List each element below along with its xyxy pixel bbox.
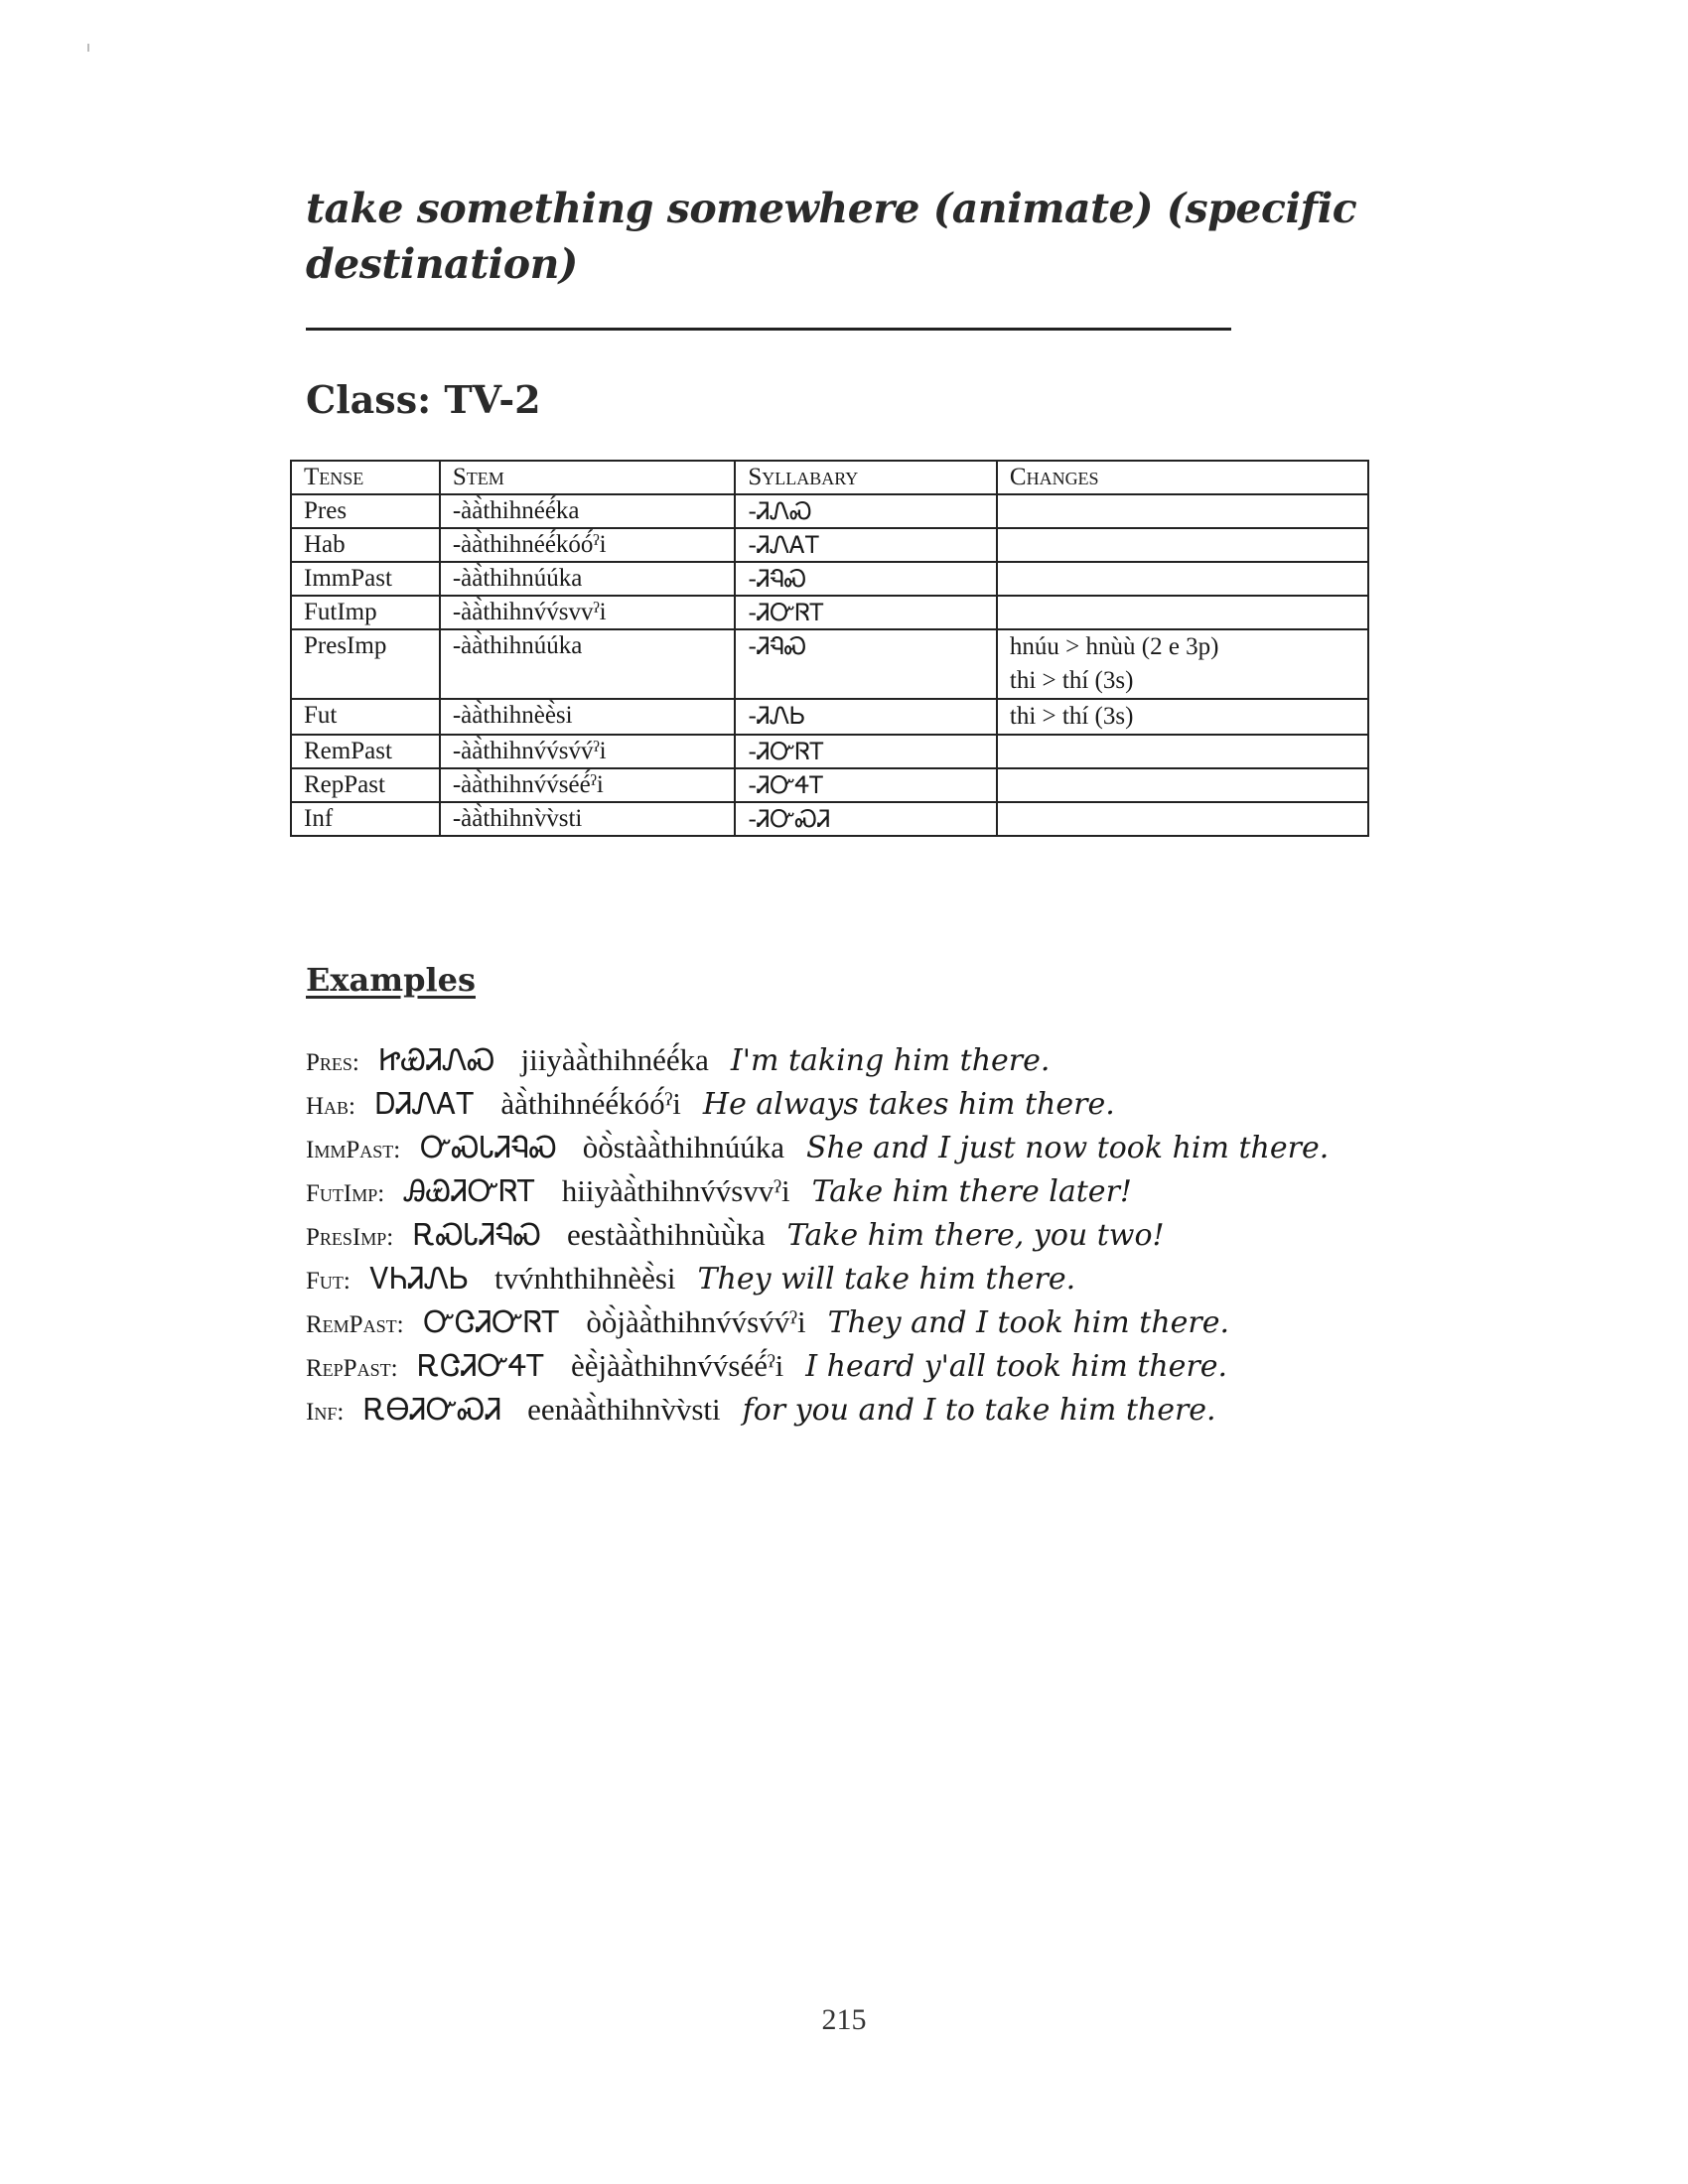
example-row xyxy=(306,1261,1497,1304)
stem-cell: -àà̀thihnv́v́sv́v́ˀi xyxy=(440,735,736,768)
changes-cell xyxy=(997,802,1368,836)
tense-cell: Inf xyxy=(291,802,440,836)
tense-cell: Fut xyxy=(291,699,440,735)
example-word: tvv́nhthihnèè̀si xyxy=(494,1261,676,1296)
example-translation: I'm taking him there. xyxy=(730,1043,1051,1078)
syllabary-cell: -ᏘᏅᏍᏘ xyxy=(735,802,997,836)
example-row xyxy=(306,1130,1497,1173)
example-tense-label: Inf: xyxy=(306,1399,345,1426)
example-syllabary: ᎯᏯᏘᏅᏒᎢ xyxy=(404,1174,536,1209)
example-translation: Take him there later! xyxy=(811,1174,1132,1209)
change-note: thi > thí (3s) xyxy=(1009,667,1134,694)
tense-cell: ImmPast xyxy=(291,562,440,596)
example-syllabary: ᎡᎾᏘᏅᏍᏘ xyxy=(363,1393,502,1428)
changes-cell xyxy=(997,629,1368,699)
example-syllabary: ᏅᏣᏘᏅᏒᎢ xyxy=(423,1305,561,1340)
example-tense-label: RepPast: xyxy=(306,1355,398,1382)
tense-cell: Pres xyxy=(291,494,440,528)
changes-cell xyxy=(997,699,1368,735)
changes-cell xyxy=(997,528,1368,562)
stem-cell: -àà̀thihnúúka xyxy=(440,629,736,699)
examples-list xyxy=(306,1042,1497,1435)
changes-cell xyxy=(997,494,1368,528)
syllabary-cell: -ᏘᏅᏒᎢ xyxy=(735,596,997,629)
table-row xyxy=(291,699,1368,735)
example-tense-label: RemPast: xyxy=(306,1311,404,1338)
examples-heading: Examples xyxy=(306,961,476,999)
change-note: thi > thí (3s) xyxy=(1009,703,1134,730)
example-word: òò̀stàà̀thihnúúka xyxy=(582,1130,784,1164)
header-stem: Stem xyxy=(440,461,736,494)
changes-cell xyxy=(997,596,1368,629)
example-word: eenàà̀thihnv̀v̀sti xyxy=(527,1392,721,1427)
example-translation: I heard y'all took him there. xyxy=(805,1349,1228,1384)
stem-cell: -àà̀thihnv́v́séé́ˀi xyxy=(440,768,736,802)
tense-cell: PresImp xyxy=(291,629,440,699)
tense-cell: FutImp xyxy=(291,596,440,629)
example-row xyxy=(306,1304,1497,1348)
page-title: take something somewhere (animate) (specific destination) xyxy=(306,185,1357,288)
example-translation: Take him there, you two! xyxy=(786,1218,1165,1253)
stem-cell: -àà̀thihnv̀v̀sti xyxy=(440,802,736,836)
stem-cell: -àà̀thihnéé́kóó́ˀi xyxy=(440,528,736,562)
table-row xyxy=(291,562,1368,596)
example-word: eestàà̀thihnùù̀ka xyxy=(566,1217,766,1252)
example-translation: She and I just now took him there. xyxy=(805,1131,1330,1165)
table-row xyxy=(291,629,1368,699)
tense-cell: RemPast xyxy=(291,735,440,768)
example-word: òò̀jàà̀thihnv́v́sv́v́ˀi xyxy=(586,1304,806,1339)
table-row xyxy=(291,768,1368,802)
table-row xyxy=(291,802,1368,836)
stem-cell: -àà̀thihnéé́ka xyxy=(440,494,736,528)
changes-cell xyxy=(997,562,1368,596)
page-number: 215 xyxy=(821,2003,867,2036)
table-row xyxy=(291,494,1368,528)
stem-cell: -àà̀thihnèè̀si xyxy=(440,699,736,735)
example-word: èè̀jàà̀thihnv́v́séé́ˀi xyxy=(571,1348,784,1383)
example-row xyxy=(306,1348,1497,1392)
table-row xyxy=(291,735,1368,768)
example-tense-label: Pres: xyxy=(306,1049,359,1076)
changes-cell xyxy=(997,735,1368,768)
syllabary-cell: -ᏘᏄᏍ xyxy=(735,562,997,596)
example-row xyxy=(306,1217,1497,1261)
changes-cell xyxy=(997,768,1368,802)
tense-cell: RepPast xyxy=(291,768,440,802)
example-tense-label: ImmPast: xyxy=(306,1137,401,1163)
example-row xyxy=(306,1086,1497,1130)
example-translation: for you and I to take him there. xyxy=(742,1393,1216,1428)
syllabary-cell: -ᏘᏁᏏ xyxy=(735,699,997,735)
header-tense: Tense xyxy=(291,461,440,494)
title-underline-divider xyxy=(306,328,1231,331)
example-word: àà̀thihnéé́kóó́ˀi xyxy=(500,1086,681,1121)
table-header-row xyxy=(291,461,1368,494)
syllabary-cell: -ᏘᏄᏍ xyxy=(735,629,997,699)
example-word: jiiyàà̀thihnéé́ka xyxy=(520,1042,709,1077)
header-syllabary: Syllabary xyxy=(735,461,997,494)
example-syllabary: ᎡᏍᏓᏘᏄᏍ xyxy=(413,1218,541,1253)
example-tense-label: FutImp: xyxy=(306,1180,385,1207)
change-note: hnúu > hnùù (2 e 3p) xyxy=(1009,633,1219,660)
header-changes: Changes xyxy=(997,461,1368,494)
example-translation: He always takes him there. xyxy=(702,1087,1115,1122)
example-syllabary: ᏙᏂᏘᏁᏏ xyxy=(369,1262,469,1297)
stem-cell: -àà̀thihnúúka xyxy=(440,562,736,596)
example-row xyxy=(306,1042,1497,1086)
class-heading: Class: TV-2 xyxy=(306,377,541,422)
example-translation: They and I took him there. xyxy=(827,1305,1230,1340)
syllabary-cell: -ᏘᏁᏍ xyxy=(735,494,997,528)
example-tense-label: PresImp: xyxy=(306,1224,394,1251)
example-row xyxy=(306,1392,1497,1435)
table-row xyxy=(291,596,1368,629)
example-word: hiiyàà̀thihnv́v́svvˀi xyxy=(561,1173,790,1208)
stem-cell: -àà̀thihnv́v́svvˀi xyxy=(440,596,736,629)
example-row xyxy=(306,1173,1497,1217)
table-row xyxy=(291,528,1368,562)
scan-speck xyxy=(87,44,89,52)
example-syllabary: ᏥᏯᏘᏁᏍ xyxy=(378,1043,495,1078)
syllabary-cell: -ᏘᏁᎪᎢ xyxy=(735,528,997,562)
example-syllabary: ᎡᏣᏘᏅᏎᎢ xyxy=(417,1349,546,1384)
tense-cell: Hab xyxy=(291,528,440,562)
paradigm-table xyxy=(290,460,1369,837)
example-syllabary: ᏅᏍᏓᏘᏄᏍ xyxy=(420,1131,557,1165)
example-tense-label: Hab: xyxy=(306,1093,356,1120)
example-translation: They will take him there. xyxy=(697,1262,1076,1297)
syllabary-cell: -ᏘᏅᏎᎢ xyxy=(735,768,997,802)
example-syllabary: ᎠᏘᏁᎪᎢ xyxy=(375,1087,476,1122)
example-tense-label: Fut: xyxy=(306,1268,351,1295)
syllabary-cell: -ᏘᏅᏒᎢ xyxy=(735,735,997,768)
